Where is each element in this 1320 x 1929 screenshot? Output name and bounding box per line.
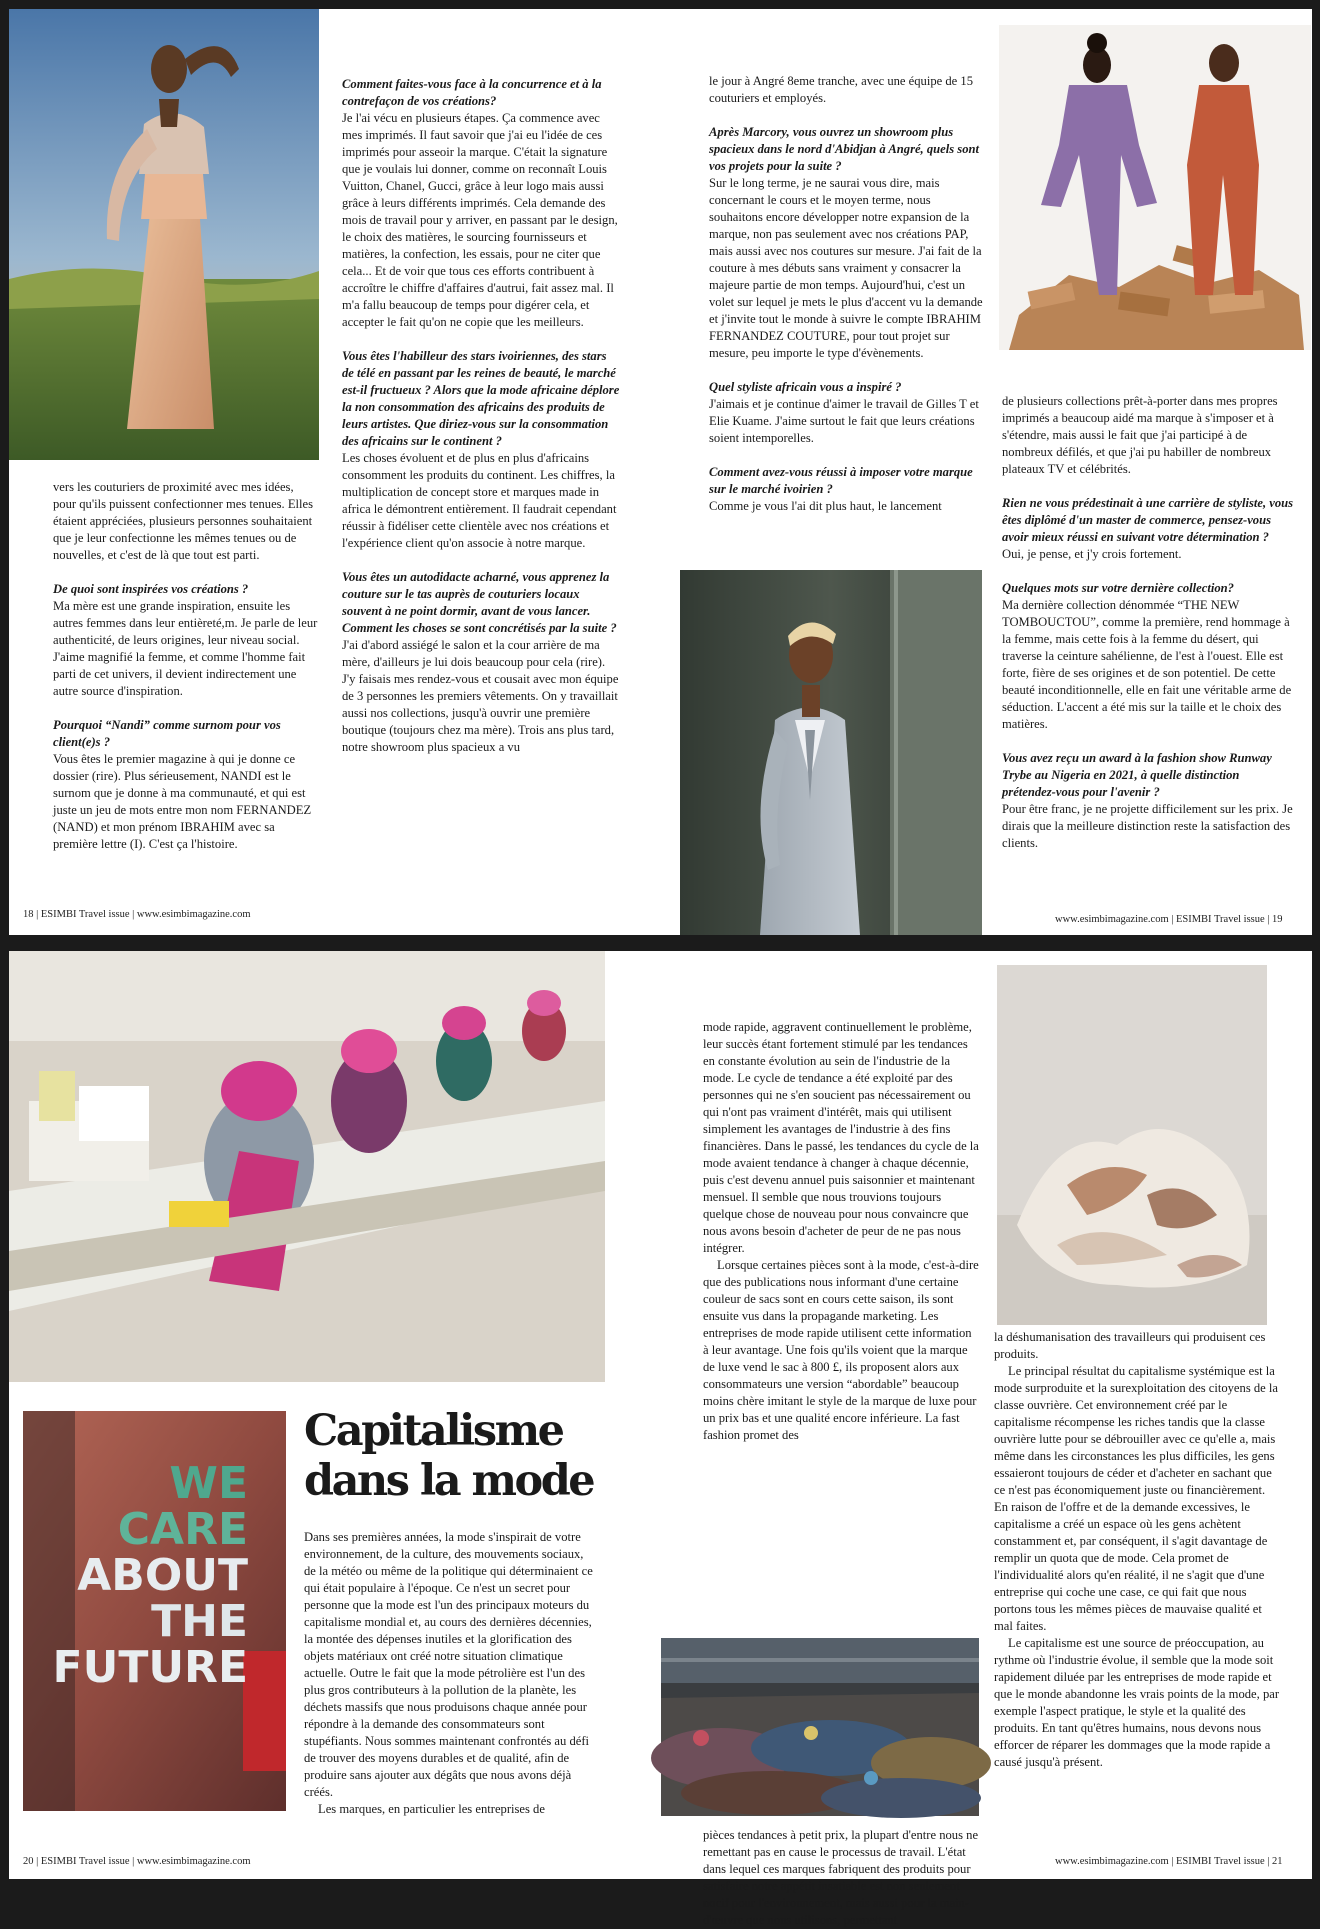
- article-headline: [304, 1406, 604, 1506]
- page20-intro-column: [304, 1529, 596, 1818]
- answer: Vous êtes le premier magazine à qui je donne ce dossier (rire). Plus sérieusement, NANDI est le surnom que je donne à ma communauté, et qui est juste un jeu de mots entre mon nom FERNANDEZ (NAND) et mon prénom IBRAHIM avec sa première lettre (I). C'est ça l'histoire.: [53, 752, 312, 851]
- page21-column-middle-bottom: [703, 1827, 979, 1929]
- paragraph: Lorsque certaines pièces sont à la mode, c'est-à-dire que des publications nous informant d'une certaine couleur de sacs sont en cours cette saison, ils sont ensuite vus dans la propagande marketing. Les entreprises de mode rapide utilisent cette information à leur avantage. Une fois qu'ils voient que la marque de luxe vend le sac à 800 £, ils proposent alors aux consommateurs une version “abordable” beaucoup moins chère imitant le style de la marque de luxe pour un prix bas et une qualité encore inférieure. La fast fashion promet des: [703, 1258, 979, 1442]
- answer: Oui, je pense, et j'y crois fortement.: [1002, 547, 1182, 561]
- photo-clothing-waste-illustration: [661, 1638, 979, 1816]
- photo-model-gown: [9, 9, 319, 460]
- answer: J'ai d'abord assiégé le salon et la cour arrière de ma mère, d'ailleurs je lui dois beaucoup pour cela (rire). J'y faisais mes rendez-vous et cousait avec mon équipe de 3 personnes les premiers vêtements. On y travaillait aussi nos collections, jusqu'à ouvrir une première boutique (toujours chez ma mère). Trois ans plus tard, notre showroom plus spacieux a vu: [342, 638, 619, 754]
- answer: Ma mère est une grande inspiration, ensuite les autres femmes dans leur entièreté,m. Je parle de leur authenticité, de leurs origines, leur niveau social. J'aime magnifié la femme, et comme l'homme fait parti de cet univers, il devient indirectement une autre source d'inspiration.: [53, 599, 318, 698]
- sign-line: THE: [151, 1596, 248, 1647]
- question: Vous êtes un autodidacte acharné, vous apprenez la couture sur le tas auprès de couturiers locaux souvent à ne point dormir, avant de vous lancer. Comment les choses se sont concrétisés par la suite ?: [342, 570, 617, 635]
- paragraph: Le principal résultat du capitalisme systémique est la mode surproduite et la surexploitation des citoyens de la classe ouvrière. Cet environnement créé par le capitalisme récompense les riches tandis que la classe ouvrière lutte pour se débrouiller avec ce qu'elle a, mais même dans les circonstances les plus difficiles, les gens essaieront toujours de céder et d'acheter en sachant que ce n'est pas économiquement juste ou financièrement. En raison de l'offre et de la demande excessives, le capitalisme a créé un espace où les gens achètent constamment et, par conséquent, il s'agit davantage de remplir un quota que de mode. Cela promet de l'individualité alors qu'en réalité, il ne s'agit que d'une entreprise qui coche une case, ce qui fait que nous portons tous les mêmes pièces de mauvaise qualité et mal faites.: [994, 1364, 1278, 1633]
- page21-column-right: [994, 1329, 1282, 1771]
- paragraph: Le capitalisme est une source de préoccupation, au rythme où l'industrie évolue, il semble que la mode soit rapidement diluée par les entreprises de mode rapide et que le monde abandonne les vrais points de la mode, par exemple l'aspect pratique, le style et la qualité des produits. En tant qu'êtres humains, nous devons nous efforcer de réparer les dommages que la mode rapide a causé jusqu'à présent.: [994, 1636, 1280, 1769]
- photo-draped-fabric: [997, 965, 1267, 1325]
- paragraph: vers les couturiers de proximité avec mes idées, pour qu'ils puissent confectionner mes tenues. Elles étaient appréciées, plusieurs personnes souhaitaient que je leur confectionne les mêmes tenues ou de nouvelles, et c'est de là que tout est parti.: [53, 480, 314, 562]
- page19-column-3: [709, 73, 987, 515]
- photo-garment-factory: [9, 951, 605, 1382]
- answer: Sur le long terme, je ne saurai vous dire, mais concernant le cours et le moyen terme, nous souhaitons encore développer notre expansion de la marque, non pas seulement avec nos créations PAP, mais aussi avec nos coutures sur mesure. J'ai fait de la couture à mes débuts sans vraiment y consacrer la majeure partie de mon temps. Aujourd'hui, c'est un volet sur lequel je mets le plus d'accent vu la demande et j'invite tout le monde à suivre le compte IBRAHIM FERNANDEZ COUTURE, pour tout projet sur mesure, peu importe le type d'évènements.: [709, 176, 983, 360]
- answer: Pour être franc, je ne projette difficilement sur les prix. Je dirais que la meilleure distinction reste la satisfaction des clients.: [1002, 802, 1293, 850]
- photo-models-printed-outfits-illustration: [999, 25, 1311, 350]
- spread-pages-20-21: [9, 951, 1312, 1927]
- question: Quel styliste africain vous a inspiré ?: [709, 380, 902, 394]
- question: Vous êtes l'habilleur des stars ivoiriennes, des stars de télé en passant par les reines de beauté, le marché est-il fructueux ? Alors que la mode africaine déplore la non consommation des africains des produits de leurs artistes. Que diriez-vous sur la consommation des africains sur le continent ?: [342, 349, 620, 448]
- page-footer-19: www.esimbimagazine.com | ESIMBI Travel issue | 19: [1055, 914, 1283, 925]
- question: Comment faites-vous face à la concurrence et à la contrefaçon de vos créations?: [342, 77, 602, 108]
- paragraph: le jour à Angré 8eme tranche, avec une équipe de 15 couturiers et employés.: [709, 74, 974, 105]
- page18-column-2: [342, 76, 621, 756]
- paragraph: pièces tendances à petit prix, la plupart d'entre nous ne remettant pas en cause le processus de travail. L'état dans lequel ces marques fabriquent des produits pour satisfaire notre appétit insatiable est non seulement nocif pour l'environnement, mais aussi pour la main-d'œuvre que nous utilisons, permettant: [703, 1828, 979, 1927]
- paragraph: de plusieurs collections prêt-à-porter dans mes propres imprimés a beaucoup aidé ma marque à s'imposer et à s'étendre, mais aussi le fait que j'ai participé à de nombreux défilés, et que j'ai pu habiller de nombreux plateaux TV et célébrités.: [1002, 394, 1278, 476]
- page-footer-21: www.esimbimagazine.com | ESIMBI Travel issue | 21: [1055, 1856, 1283, 1867]
- page18-column-1: [53, 479, 319, 853]
- page-footer-20: 20 | ESIMBI Travel issue | www.esimbimagazine.com: [23, 1856, 251, 1867]
- paragraph: mode rapide, aggravent continuellement le problème, leur succès étant fortement stimulé par les tendances en constante évolution au sein de l'industrie de la mode. Le cycle de tendance a été exploité par des personnes qui ne s'en soucient pas nécessairement ou qui n'ont pas vraiment d'intérêt, mais qui utilisent simplement les avantages de l'industrie à des fins financières. Dans le passé, les tendances du cycle de la mode avaient tendance à changer à chaque décennie, puis c'est devenu annuel puis saisonnier et maintenant mensuel. Il semble que nous trouvions toujours quelque chose de nouveau pour nous convaincre que nous avons besoin d'acheter de peur de ne pas nous intégrer.: [703, 1020, 979, 1255]
- photo-designer-portrait-illustration: [680, 570, 982, 935]
- photo-draped-fabric-illustration: [997, 965, 1267, 1325]
- question: De quoi sont inspirées vos créations ?: [53, 582, 249, 596]
- answer: Les choses évoluent et de plus en plus d'africains consomment les produits du continent. Les chiffres, la multiplication de concept store et marques made in africa le démontrent entièrement. Il faudrait cependant réussir à fidéliser cette clientèle avec nos créations et l'expérience client qu'on associe à notre marque.: [342, 451, 617, 550]
- photo-model-gown-illustration: [9, 9, 319, 460]
- question: Pourquoi “Nandi” comme surnom pour vos client(e)s ?: [53, 718, 281, 749]
- photo-garment-factory-illustration: [9, 951, 605, 1382]
- question: Quelques mots sur votre dernière collection?: [1002, 581, 1234, 595]
- photo-designer-portrait: [680, 570, 982, 935]
- page19-column-4: [1002, 393, 1294, 852]
- photo-models-printed-outfits: [999, 25, 1311, 350]
- photo-future-sign: [23, 1411, 286, 1811]
- question: Comment avez-vous réussi à imposer votre marque sur le marché ivoirien ?: [709, 465, 973, 496]
- spread-pages-18-19: [9, 9, 1312, 935]
- photo-clothing-waste: [661, 1638, 979, 1816]
- question: Rien ne vous prédestinait à une carrière de styliste, vous êtes diplômé d'un master de commerce, pensez-vous avoir mieux réussi en suivant votre détermination ?: [1002, 496, 1294, 544]
- answer: Je l'ai vécu en plusieurs étapes. Ça commence avec mes imprimés. Il faut savoir que j'ai eu l'idée de ces imprimés pour asseoir la marque. C'était la signature que je voulais lui donner, comme on reconnaît Louis Vuitton, Chanel, Gucci, grâce à leur logo mais aussi grâce à leurs différents imprimés. Cela demande des mois de travail pour y arriver, en passant par le design, le choix des matières, le sourcing fournisseurs et matières, la confection, les essais, pour ne citer que cela... Et de voir que tous ces efforts contribuent à accroître le chiffre d'affaires d'autrui, fait assez mal. Il m'a fallu beaucoup de temps pour digérer cela, et accepter le fait qu'on ne copie que les meilleurs.: [342, 111, 618, 329]
- headline-line-2: dans la mode: [304, 1456, 594, 1506]
- answer: Ma dernière collection dénommée “THE NEW TOMBOUCTOU”, comme la première, rend hommage à la femme, mais cette fois à la femme du désert, qui traverse la ceinture sahélienne, de l'est à l'ouest. Elle est forte, fière de ses origines et de son potentiel. De cette beauté inconditionnelle, elle en fait une véritable arme de séduction. L'accent a été mis sur la taille et le choix des matières.: [1002, 598, 1292, 731]
- sign-line: WE: [169, 1458, 248, 1509]
- question: Vous avez reçu un award à la fashion show Runway Trybe au Nigeria en 2021, à quelle distinction prétendez-vous pour l'avenir ?: [1002, 751, 1272, 799]
- sign-line: CARE: [117, 1504, 248, 1555]
- page-footer-18: 18 | ESIMBI Travel issue | www.esimbimagazine.com: [23, 909, 251, 920]
- answer: Comme je vous l'ai dit plus haut, le lancement: [709, 499, 942, 513]
- headline-line-1: Capitalisme: [304, 1406, 563, 1456]
- sign-line: ABOUT: [77, 1550, 248, 1601]
- paragraph: la déshumanisation des travailleurs qui produisent ces produits.: [994, 1330, 1266, 1361]
- sign-line: FUTURE: [52, 1642, 248, 1693]
- page21-column-middle-top: [703, 1019, 979, 1444]
- question: Après Marcory, vous ouvrez un showroom plus spacieux dans le nord d'Abidjan à Angré, quels sont vos projets pour la suite ?: [709, 125, 979, 173]
- answer: J'aimais et je continue d'aimer le travail de Gilles T et Elie Kuame. J'aime surtout le fait que leurs créations soient intemporelles.: [709, 397, 979, 445]
- paragraph: Dans ses premières années, la mode s'inspirait de votre environnement, de la culture, des mouvements sociaux, de la météo ou même de la politique qui déterminaient ce qui était populaire à l'époque. Ce n'est un secret pour personne que la mode est l'un des principaux moteurs du capitalisme mondial et, au cours des dernières décennies, la montée des dépenses inutiles et la glorification des objets matériaux ont créé notre situation climatique actuelle. Outre le fait que la mode pétrolière est l'un des plus gros contributeurs à la pollution de la planète, les déchets massifs que nous produisons chaque année pour répondre à la demande des consommateurs sont stupéfiants. Nous sommes maintenant confrontés au défi de trouver des moyens durables et de qualité, afin de produire sans ajouter aux dégâts que nous avons déjà créés.: [304, 1530, 593, 1799]
- paragraph: Les marques, en particulier les entreprises de: [318, 1802, 545, 1816]
- sign-lettering: [43, 1458, 248, 1693]
